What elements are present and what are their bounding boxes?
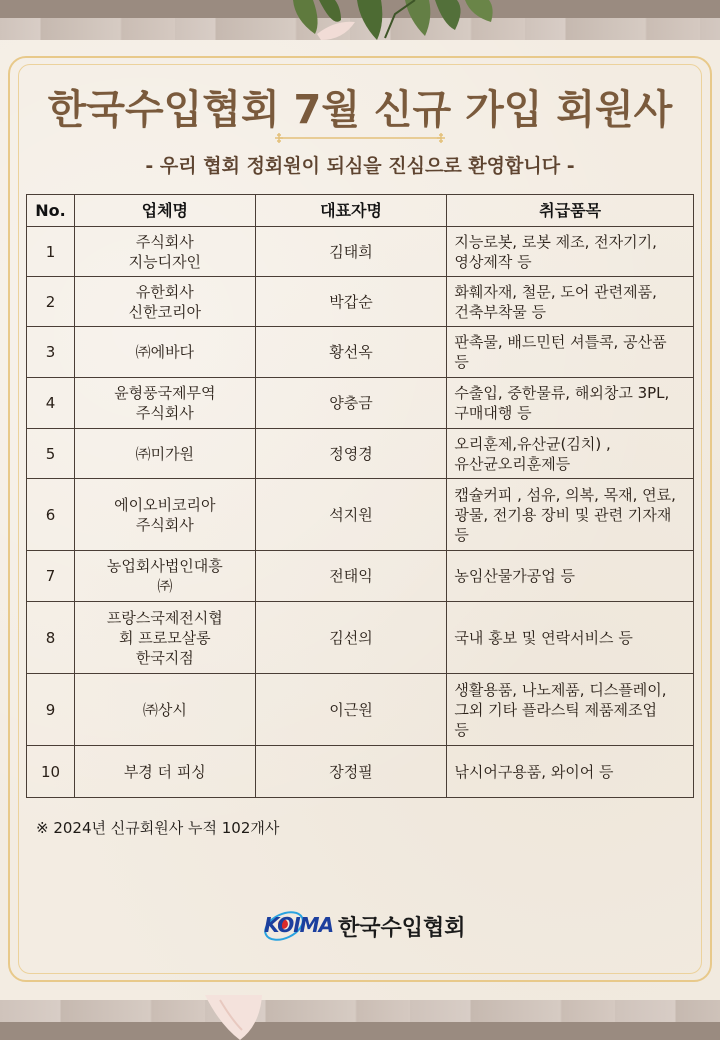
- cell-no: 4: [27, 378, 75, 429]
- items-line: 그외 기타 플라스틱 제품제조업: [454, 700, 658, 719]
- cell-no: 9: [27, 674, 75, 746]
- cell-items: [447, 227, 694, 277]
- koima-logo-icon: [262, 909, 332, 943]
- table-row: [27, 378, 694, 429]
- company-line: 신한코리아: [128, 302, 202, 321]
- cell-representative: 전태익: [255, 551, 447, 602]
- koima-logo-text: KOIMA: [264, 913, 334, 937]
- cell-items: [447, 746, 694, 798]
- table-body: [27, 227, 694, 798]
- column-header-items: 취급품목: [447, 195, 694, 227]
- cell-company: [74, 602, 255, 674]
- items-line: 낚시어구용품, 와이어 등: [454, 762, 614, 781]
- items-line: 국내 홍보 및 연락서비스 등: [454, 628, 633, 647]
- cumulative-note: ※ 2024년 신규회원사 누적 102개사: [36, 819, 280, 837]
- cell-no: 5: [27, 429, 75, 479]
- table-row: [27, 479, 694, 551]
- cell-representative: 장정필: [255, 746, 447, 798]
- cell-no: 2: [27, 277, 75, 327]
- items-line: 화훼자재, 철문, 도어 관련제품,: [454, 282, 657, 301]
- page-subtitle: - 우리 협회 정회원이 되심을 진심으로 환영합니다 -: [145, 155, 575, 177]
- cell-company: [74, 227, 255, 277]
- wood-background-bottom: [0, 1000, 720, 1022]
- leaves-decoration-icon: [285, 0, 535, 42]
- company-line: 에이오비코리아: [114, 495, 216, 514]
- cell-items: [447, 277, 694, 327]
- cell-items: [447, 378, 694, 429]
- table-row: [27, 227, 694, 277]
- table-header-row: [27, 195, 694, 227]
- company-line: 주식회사: [135, 515, 194, 534]
- company-line: 회 프로모살롱: [118, 628, 211, 647]
- cell-representative: 양충금: [255, 378, 447, 429]
- cell-no: 1: [27, 227, 75, 277]
- cell-company: [74, 674, 255, 746]
- cell-items: [447, 674, 694, 746]
- cell-representative: 석지원: [255, 479, 447, 551]
- company-line: ㈜상시: [142, 700, 187, 719]
- cell-company: [74, 551, 255, 602]
- bottom-background-band: [0, 1022, 720, 1040]
- divider-ornament-icon: [273, 131, 447, 145]
- org-name: 한국수입협회: [338, 915, 466, 941]
- company-line: 부경 더 피싱: [123, 762, 206, 781]
- company-line: ㈜에바다: [135, 343, 195, 361]
- cell-no: 8: [27, 602, 75, 674]
- cell-representative: 이근원: [255, 674, 447, 746]
- cell-no: 6: [27, 479, 75, 551]
- cell-items: [447, 429, 694, 479]
- items-line: 등: [454, 720, 469, 739]
- table-row: [27, 674, 694, 746]
- items-line: 판촉물, 배드민턴 셔틀콕, 공산품: [454, 333, 667, 351]
- items-line: 영상제작 등: [454, 252, 532, 271]
- new-members-table: [26, 194, 694, 798]
- cell-representative: 박갑순: [255, 277, 447, 327]
- cell-company: [74, 479, 255, 551]
- petal-decoration-icon: [200, 995, 270, 1040]
- table-row: [27, 746, 694, 798]
- cell-company: [74, 746, 255, 798]
- cell-representative: 김선의: [255, 602, 447, 674]
- cell-representative: 김태희: [255, 227, 447, 277]
- column-header-company: 업체명: [74, 195, 255, 227]
- table-row: [27, 429, 694, 479]
- cell-company: [74, 327, 255, 378]
- items-line: 유산균오리훈제등: [454, 454, 571, 473]
- company-line: 윤형풍국제무역: [114, 384, 216, 402]
- column-header-representative: 대표자명: [255, 195, 447, 227]
- items-line: 오리훈제,유산균(김치) ,: [454, 434, 611, 453]
- items-line: 캡슐커피 , 섬유, 의복, 목재, 연료,: [454, 485, 676, 504]
- cell-items: [447, 479, 694, 551]
- table-row: [27, 602, 694, 674]
- column-header-no: No.: [27, 195, 75, 227]
- items-line: 수출입, 중한물류, 해외창고 3PL,: [454, 384, 670, 402]
- cell-company: [74, 429, 255, 479]
- company-line: 주식회사: [135, 232, 194, 251]
- cell-items: [447, 551, 694, 602]
- table-row: [27, 327, 694, 378]
- company-line: 농업회사법인대흥: [106, 557, 223, 575]
- cell-no: 10: [27, 746, 75, 798]
- company-line: ㈜미가원: [135, 444, 195, 463]
- items-line: 생활용품, 나노제품, 디스플레이,: [454, 680, 667, 699]
- table-row: [27, 277, 694, 327]
- company-line: 한국지점: [135, 648, 194, 667]
- company-line: 주식회사: [135, 404, 194, 422]
- items-line: 농임산물가공업 등: [454, 567, 576, 585]
- cell-items: [447, 602, 694, 674]
- items-line: 구매대행 등: [454, 404, 532, 422]
- footer-logo: [262, 908, 466, 944]
- items-line: 광물, 전기용 장비 및 관련 기자재: [454, 505, 672, 524]
- items-line: 건축부착물 등: [454, 302, 547, 321]
- items-line: 등: [454, 353, 469, 371]
- cell-company: [74, 378, 255, 429]
- cell-representative: 황선옥: [255, 327, 447, 378]
- table-row: [27, 551, 694, 602]
- company-line: 지능디자인: [128, 252, 202, 271]
- cell-company: [74, 277, 255, 327]
- cell-representative: 정영경: [255, 429, 447, 479]
- items-line: 등: [454, 525, 469, 544]
- page-title: 한국수입협회 7월 신규 가입 회원사: [47, 87, 673, 133]
- cell-no: 3: [27, 327, 75, 378]
- company-line: 유한회사: [135, 282, 194, 301]
- company-line: ㈜: [157, 577, 173, 595]
- cell-no: 7: [27, 551, 75, 602]
- items-line: 지능로봇, 로봇 제조, 전자기기,: [454, 232, 657, 251]
- cell-items: [447, 327, 694, 378]
- company-line: 프랑스국제전시협: [106, 608, 223, 627]
